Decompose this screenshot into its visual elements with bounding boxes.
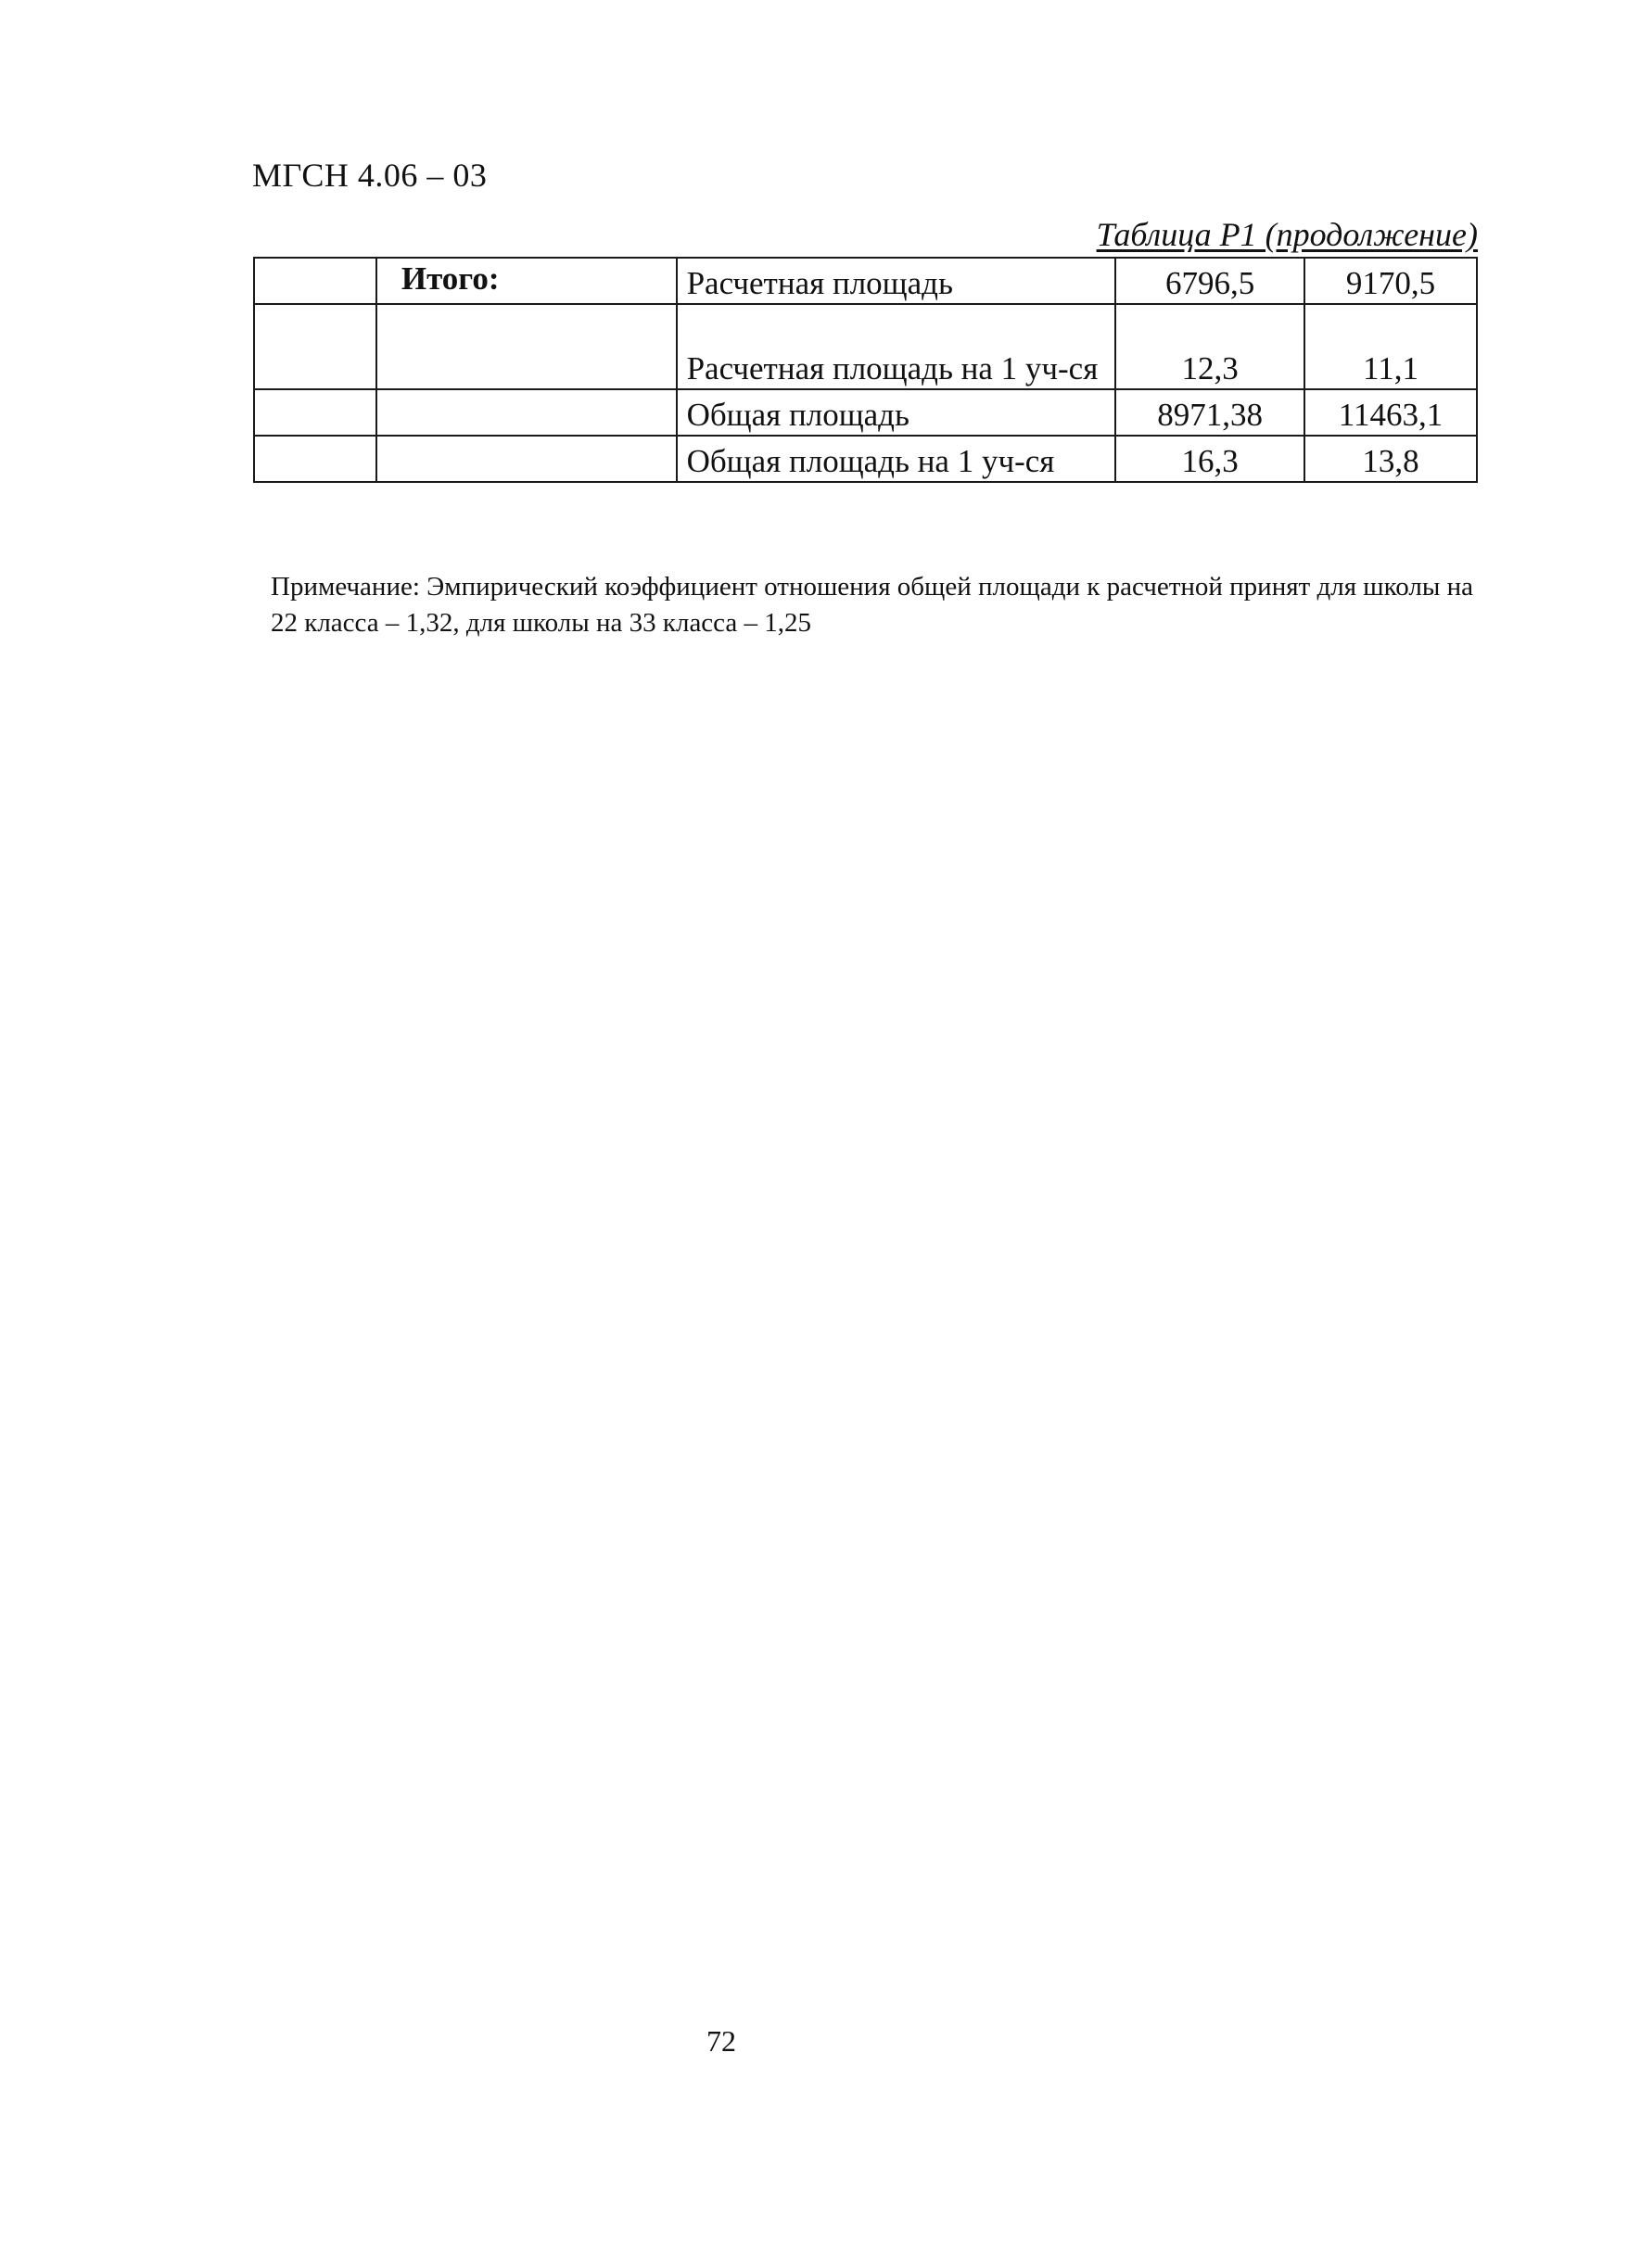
table-row: [254, 258, 1477, 304]
table-cell-label: Расчетная площадь на 1 уч-ся: [677, 304, 1116, 389]
table-cell-index: [254, 436, 376, 482]
table-cell-group: [376, 436, 677, 482]
table-cell-value-a: 12,3: [1115, 304, 1304, 389]
table-cell-value-a: 8971,38: [1115, 389, 1304, 436]
results-table: [253, 257, 1478, 483]
page-number: 72: [706, 2024, 736, 2058]
table-cell-value-a: 16,3: [1115, 436, 1304, 482]
table-cell-label: Расчетная площадь: [677, 258, 1116, 304]
table-cell-value-b: 13,8: [1304, 436, 1477, 482]
table-cell-index: [254, 258, 376, 304]
document-code: МГСН 4.06 – 03: [252, 157, 488, 194]
table-cell-value-b: 9170,5: [1304, 258, 1477, 304]
table-cell-value-b: 11,1: [1304, 304, 1477, 389]
table-cell-index: [254, 389, 376, 436]
table-cell-value-a: 6796,5: [1115, 258, 1304, 304]
table-cell-group: Итого:: [376, 258, 677, 304]
table-row: [254, 304, 1477, 389]
table-row: [254, 389, 1477, 436]
table-caption: Таблица Р1 (продолжение): [1096, 216, 1478, 253]
table-note: Примечание: Эмпирический коэффициент отношения общей площади к расчетной принят для школы на 22 класса – 1,32, для школы на 33 класса – 1,25: [271, 572, 1473, 639]
table-cell-group: [376, 389, 677, 436]
table-cell-value-b: 11463,1: [1304, 389, 1477, 436]
table-row: [254, 436, 1477, 482]
table-cell-group: [376, 304, 677, 389]
table-cell-label: Общая площадь: [677, 389, 1116, 436]
table-cell-index: [254, 304, 376, 389]
table-cell-label: Общая площадь на 1 уч-ся: [677, 436, 1116, 482]
